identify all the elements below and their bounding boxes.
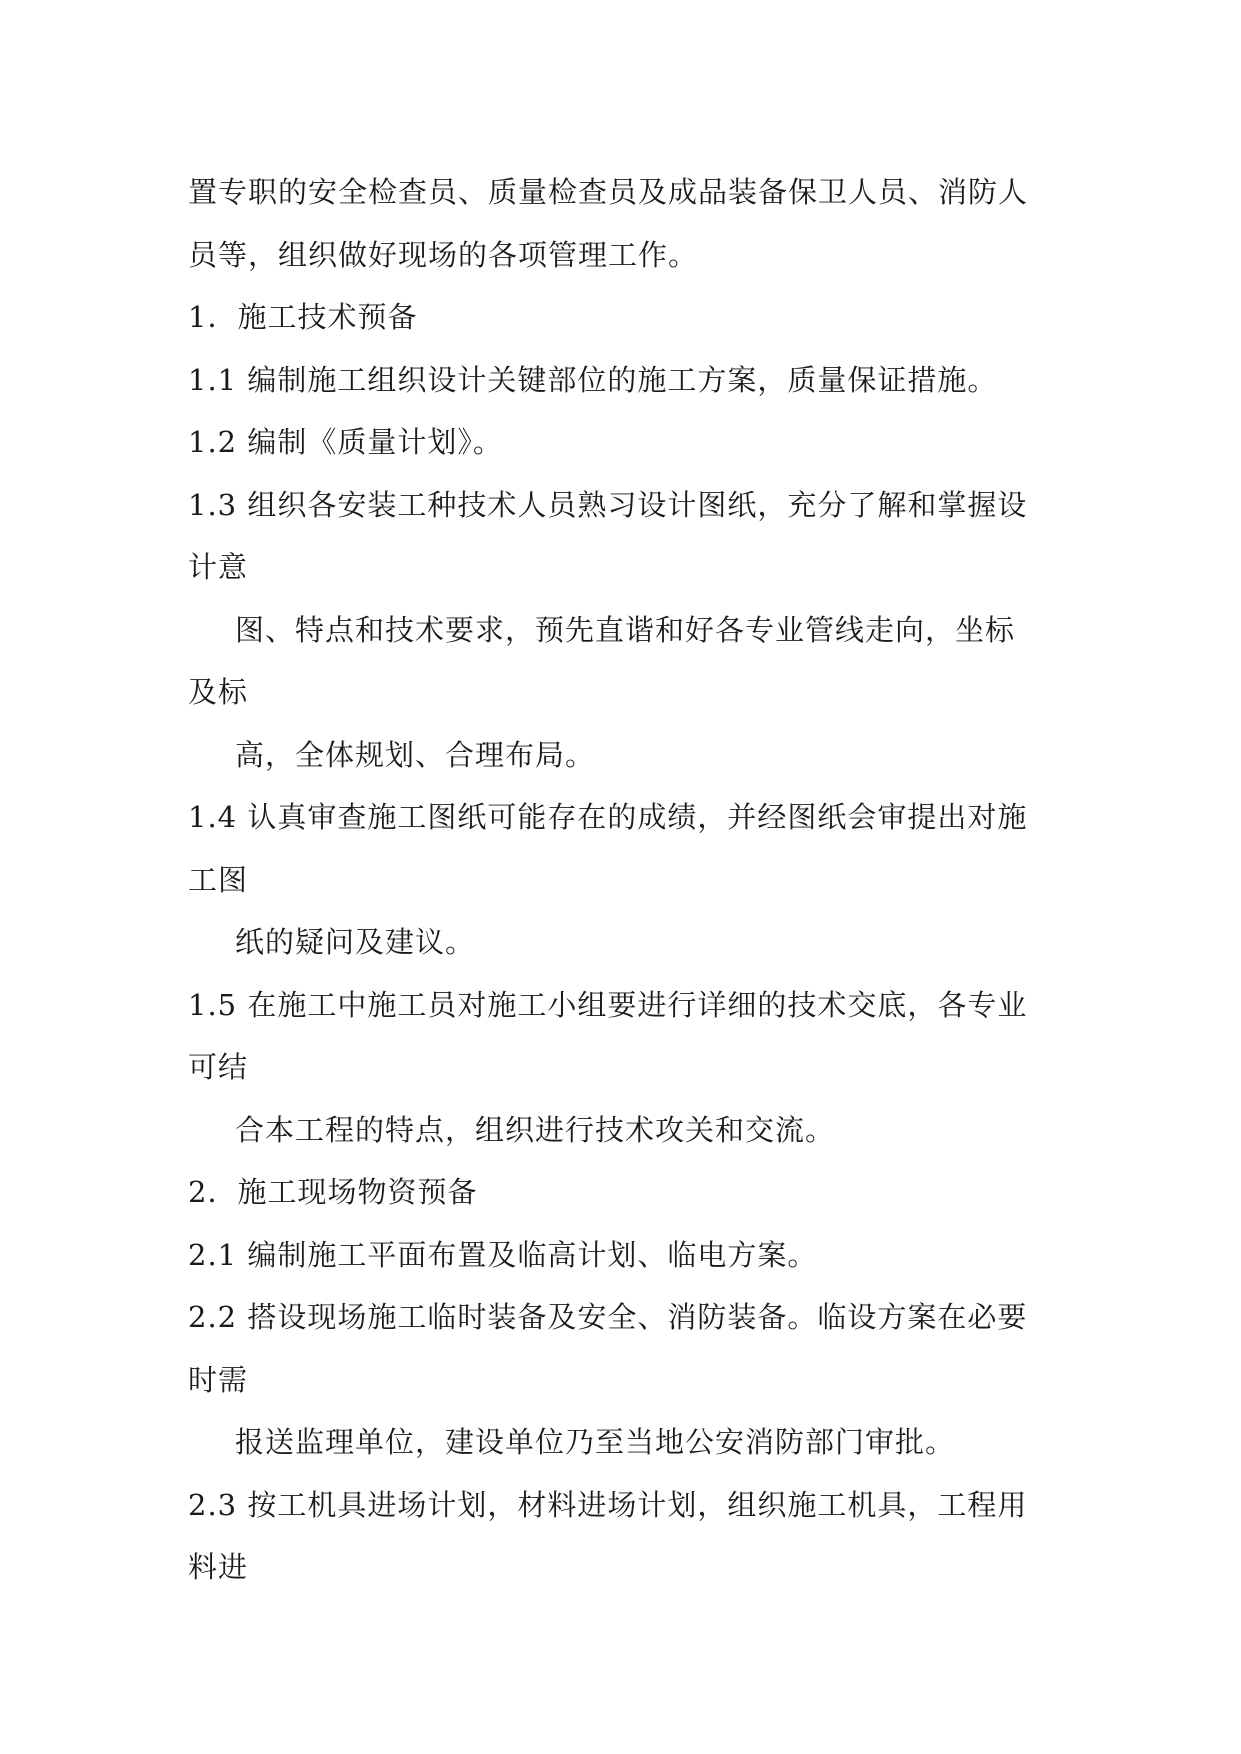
text-line: 料进 bbox=[188, 1550, 249, 1584]
text-line: 1.4 认真审查施工图纸可能存在的成绩，并经图纸会审提出对施 bbox=[188, 800, 1028, 834]
document-body bbox=[188, 161, 1068, 1599]
text-line: 高，全体规划、合理布局。 bbox=[235, 737, 596, 772]
text-line: 计意 bbox=[188, 550, 249, 584]
text-line: 图、特点和技术要求，预先直谐和好各专业管线走向，坐标 bbox=[235, 612, 1016, 647]
section-heading: 2．施工现场物资预备 bbox=[188, 1175, 478, 1209]
text-line: 工图 bbox=[188, 862, 249, 897]
section-heading: 1．施工技术预备 bbox=[188, 300, 418, 334]
text-line: 1.2 编制《质量计划》。 bbox=[188, 425, 503, 459]
text-line: 合本工程的特点，组织进行技术攻关和交流。 bbox=[235, 1112, 836, 1147]
text-line: 时需 bbox=[188, 1362, 249, 1397]
text-line: 2.3 按工机具进场计划，材料进场计划，组织施工机具，工程用 bbox=[188, 1487, 1028, 1522]
text-line: 1.3 组织各安装工种技术人员熟习设计图纸，充分了解和掌握设 bbox=[188, 487, 1028, 522]
text-line: 2.2 搭设现场施工临时装备及安全、消防装备。临设方案在必要 bbox=[188, 1300, 1028, 1334]
text-line: 1.5 在施工中施工员对施工小组要进行详细的技术交底，各专业 bbox=[188, 987, 1028, 1022]
text-line: 置专职的安全检查员、质量检查员及成品装备保卫人员、消防人 bbox=[188, 175, 1029, 209]
text-line: 及标 bbox=[188, 675, 249, 709]
text-line: 2.1 编制施工平面布置及临高计划、临电方案。 bbox=[188, 1237, 818, 1272]
text-line: 员等，组织做好现场的各项管理工作。 bbox=[188, 237, 699, 272]
text-line: 纸的疑问及建议。 bbox=[235, 925, 476, 959]
text-line: 可结 bbox=[188, 1050, 249, 1084]
text-line: 1.1 编制施工组织设计关键部位的施工方案，质量保证措施。 bbox=[188, 362, 998, 397]
text-line: 报送监理单位，建设单位乃至当地公安消防部门审批。 bbox=[235, 1425, 956, 1459]
